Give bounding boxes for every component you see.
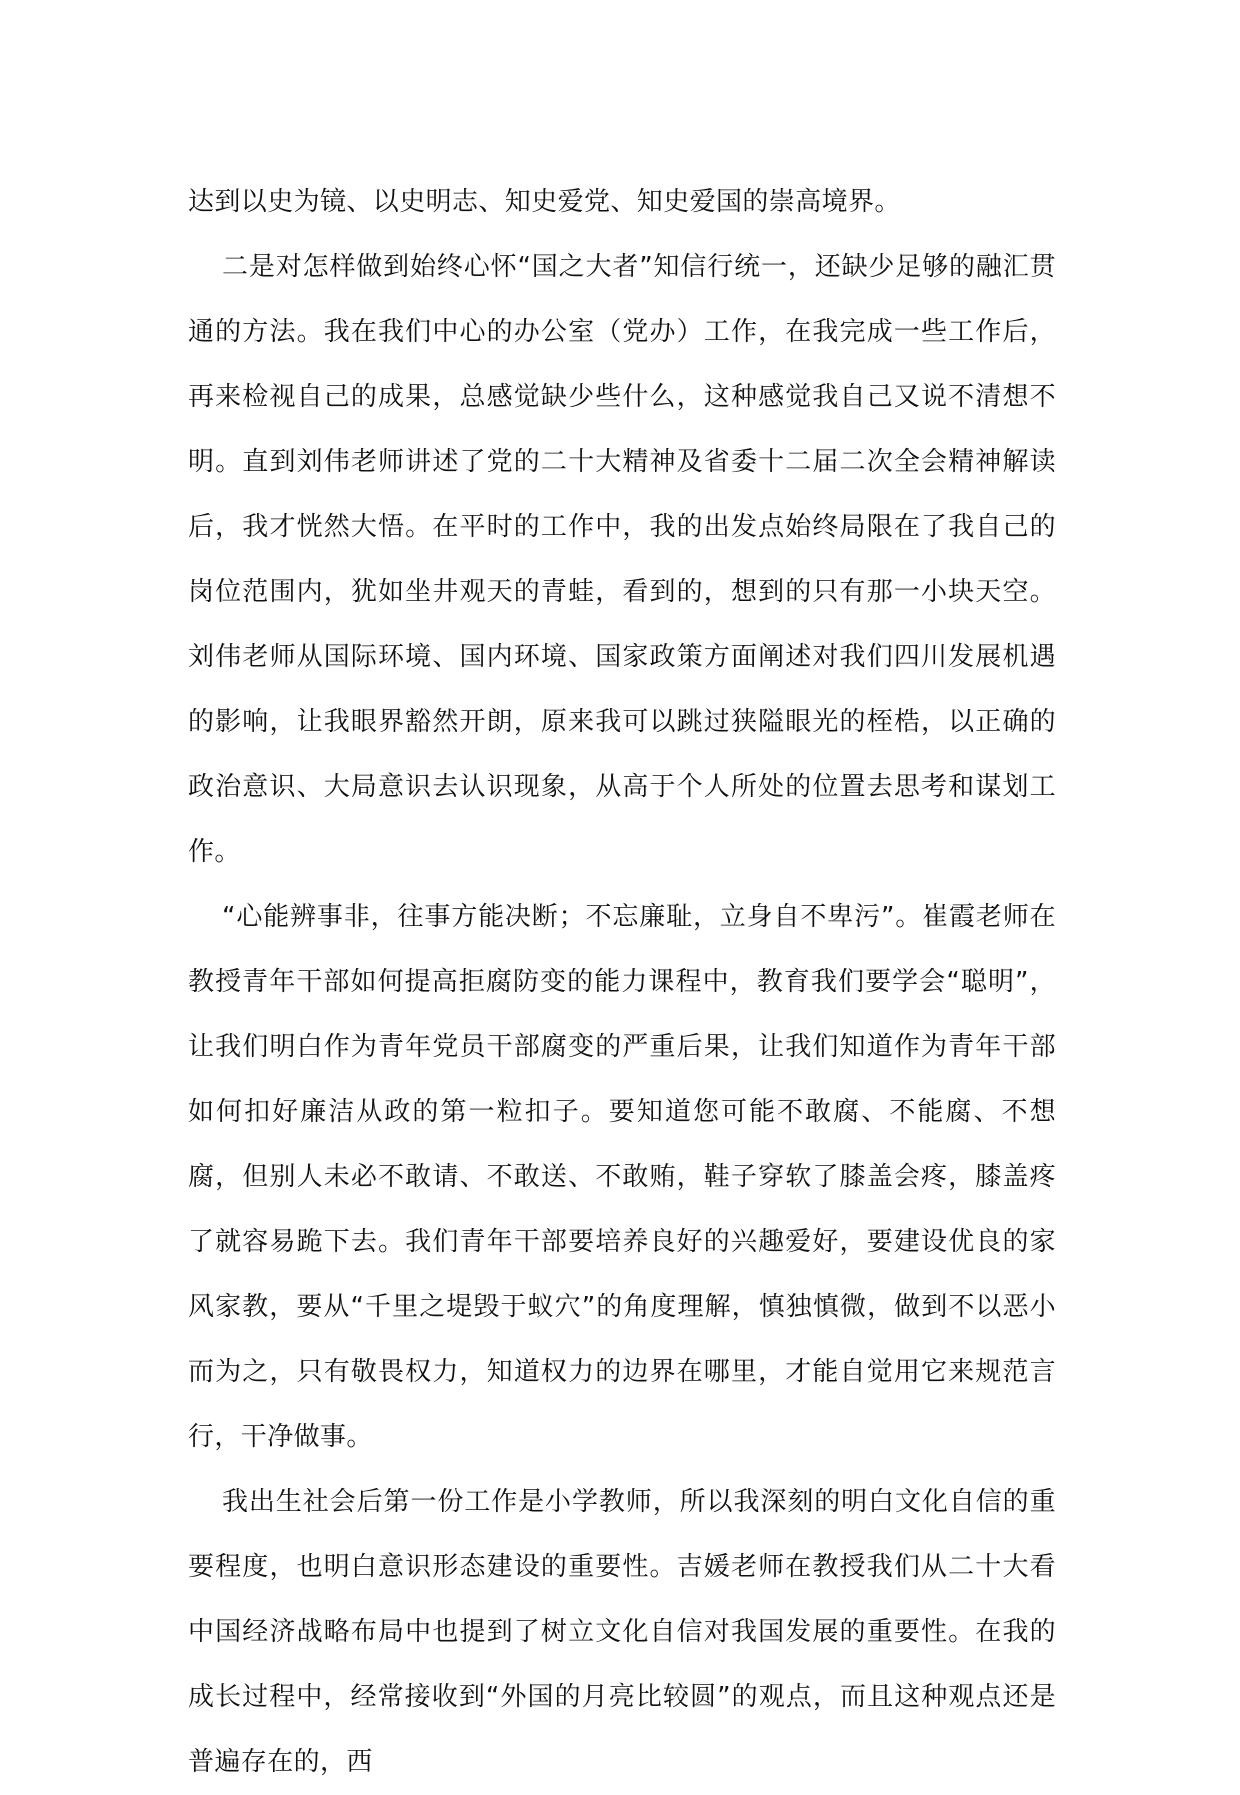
paragraph-continuation: 达到以史为镜、以史明志、知史爱党、知史爱国的崇高境界。 xyxy=(188,187,901,217)
paragraph-cultural-confidence: 我出生社会后第一份工作是小学教师，所以我深刻的明白文化自信的重要程度，也明白意识形态建设的重要性。吉媛老师在教授我们从二十大看中国经济战略布局中也提到了树立文化自信对我国发展的重要性。在我的成长过程中，经常接收到“外国的月亮比较圆”的观点，而且这种观点还是普遍存在的，西 xyxy=(188,1487,1056,1777)
document-body xyxy=(188,170,1056,1795)
paragraph-integrity: “心能辨事非，往事方能决断；不忘廉耻，立身自不卑污”。崔霞老师在教授青年干部如何提高拒腐防变的能力课程中，教育我们要学会“聪明”，让我们明白作为青年党员干部腐变的严重后果，让我们知道作为青年干部如何扣好廉洁从政的第一粒扣子。要知道您可能不敢腐、不能腐、不想腐，但别人未必不敢请、不敢送、不敢贿，鞋子穿软了膝盖会疼，膝盖疼了就容易跪下去。我们青年干部要培养良好的兴趣爱好，要建设优良的家风家教，要从“千里之堤毁于蚁穴”的角度理解，慎独慎微，做到不以恶小而为之，只有敬畏权力，知道权力的边界在哪里，才能自觉用它来规范言行，干净做事。 xyxy=(188,902,1056,1452)
paragraph-method: 二是对怎样做到始终心怀“国之大者”知信行统一，还缺少足够的融汇贯通的方法。我在我们中心的办公室（党办）工作，在我完成一些工作后，再来检视自己的成果，总感觉缺少些什么，这种感觉我自己又说不清想不明。直到刘伟老师讲述了党的二十大精神及省委十二届二次全会精神解读后，我才恍然大悟。在平时的工作中，我的出发点始终局限在了我自己的岗位范围内，犹如坐井观天的青蛙，看到的，想到的只有那一小块天空。刘伟老师从国际环境、国内环境、国家政策方面阐述对我们四川发展机遇的影响，让我眼界豁然开朗，原来我可以跳过狭隘眼光的桎梏，以正确的政治意识、大局意识去认识现象，从高于个人所处的位置去思考和谋划工作。 xyxy=(188,252,1056,867)
